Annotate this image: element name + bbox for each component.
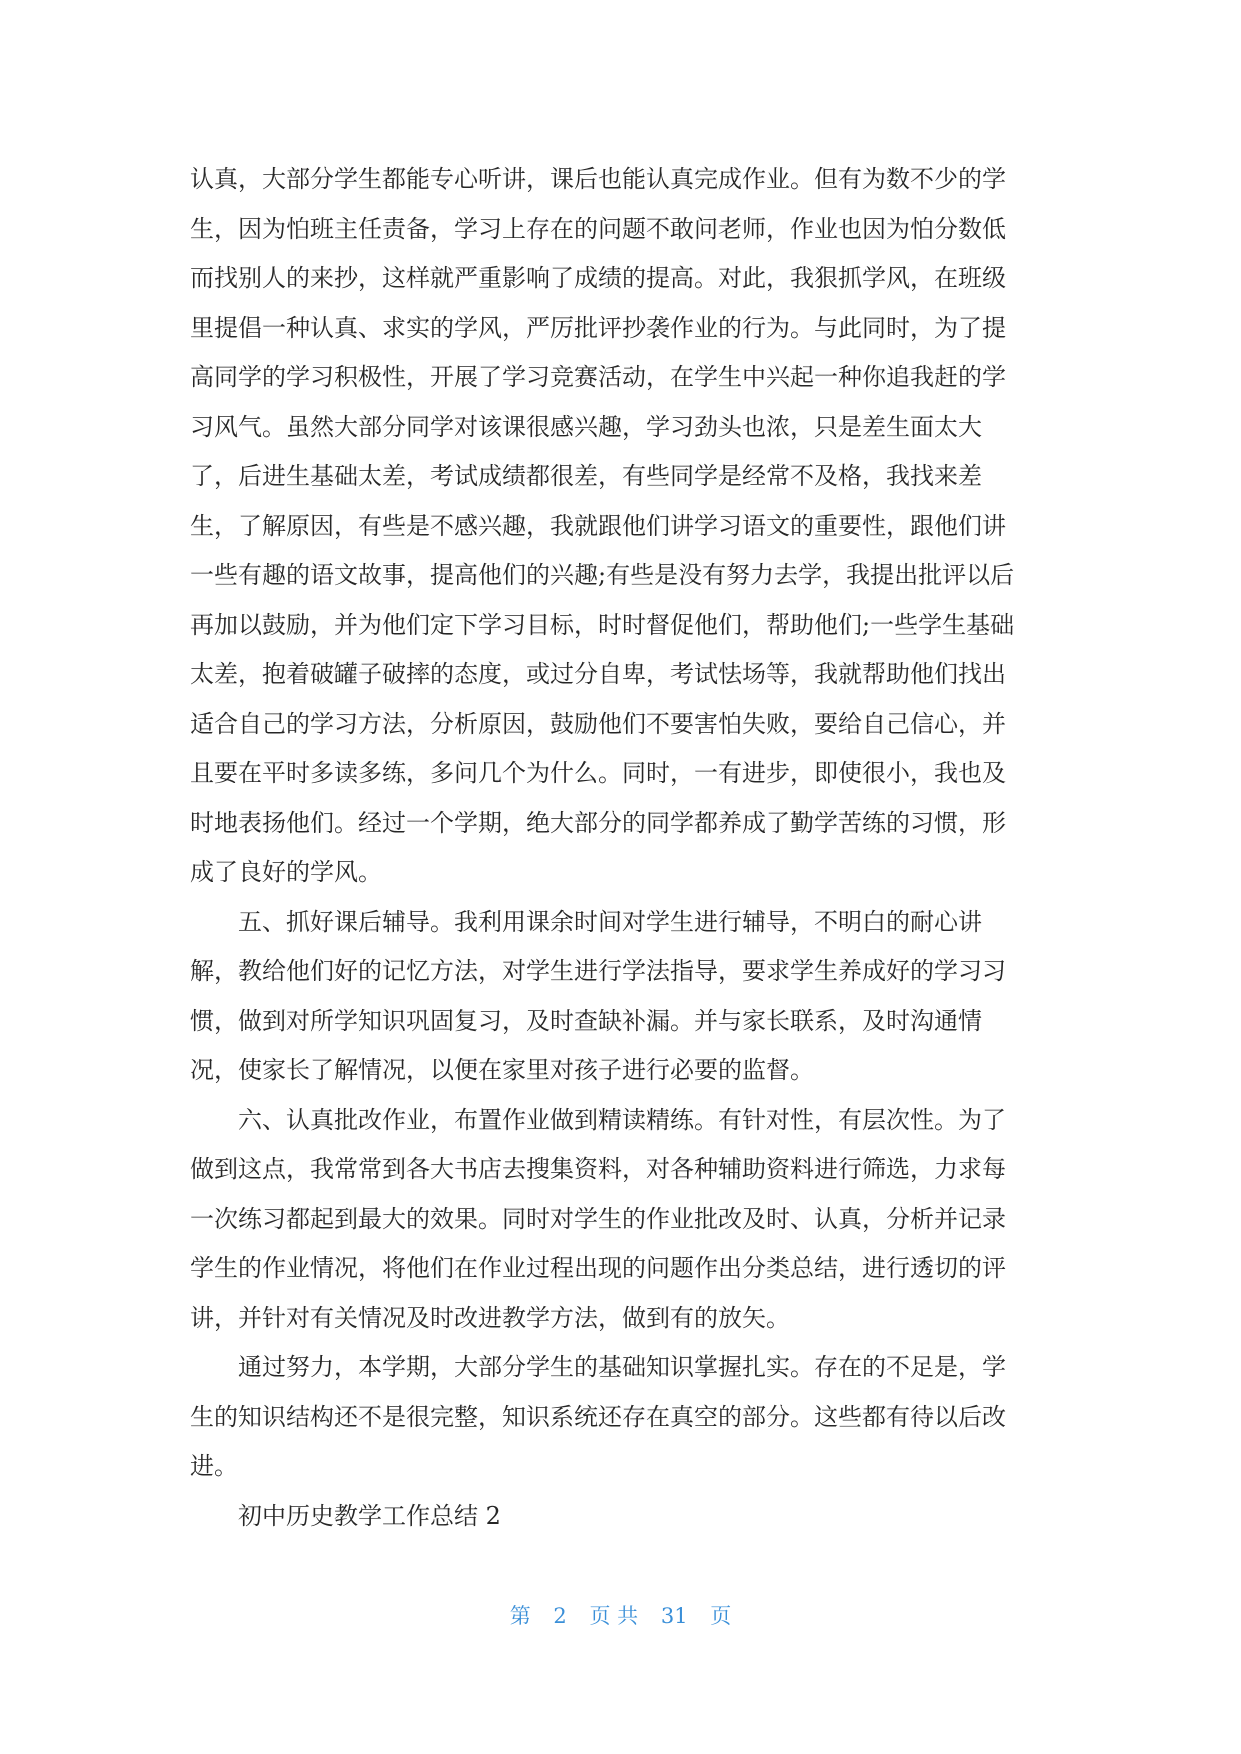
text-line: 生，因为怕班主任责备，学习上存在的问题不敢问老师，作业也因为怕分数低 bbox=[190, 214, 1006, 243]
text-line: 生的知识结构还不是很完整，知识系统还存在真空的部分。这些都有待以后改 bbox=[190, 1402, 1006, 1431]
text-line: 再加以鼓励，并为他们定下学习目标，时时督促他们，帮助他们;一些学生基础 bbox=[190, 610, 1015, 639]
text-line: 五、抓好课后辅导。我利用课余时间对学生进行辅导，不明白的耐心讲 bbox=[190, 907, 982, 936]
page-middle: 页 共 bbox=[589, 1604, 639, 1628]
text-line: 生，了解原因，有些是不感兴趣，我就跟他们讲学习语文的重要性，跟他们讲 bbox=[190, 511, 1006, 540]
document-body bbox=[190, 155, 1050, 1541]
text-line: 初中历史教学工作总结 2 bbox=[190, 1501, 501, 1530]
text-line: 高同学的学习积极性，开展了学习竞赛活动，在学生中兴起一种你追我赶的学 bbox=[190, 363, 1006, 391]
text-line: 太差，抱着破罐子破摔的态度，或过分自卑，考试怯场等，我就帮助他们找出 bbox=[190, 660, 1006, 688]
text-line: 进。 bbox=[190, 1452, 238, 1480]
text-line: 惯，做到对所学知识巩固复习，及时查缺补漏。并与家长联系，及时沟通情 bbox=[190, 1006, 982, 1035]
text-line: 况，使家长了解情况，以便在家里对孩子进行必要的监督。 bbox=[190, 1056, 814, 1084]
text-line: 而找别人的来抄，这样就严重影响了成绩的提高。对此，我狠抓学风，在班级 bbox=[190, 264, 1006, 292]
text-line: 一次练习都起到最大的效果。同时对学生的作业批改及时、认真，分析并记录 bbox=[190, 1204, 1006, 1233]
page-suffix: 页 bbox=[710, 1604, 732, 1628]
text-line: 适合自己的学习方法，分析原因，鼓励他们不要害怕失败，要给自己信心，并 bbox=[190, 709, 1006, 738]
text-line: 时地表扬他们。经过一个学期，绝大部分的同学都养成了勤学苦练的习惯，形 bbox=[190, 808, 1006, 837]
text-line: 习风气。虽然大部分同学对该课很感兴趣，学习劲头也浓，只是差生面太大 bbox=[190, 412, 982, 441]
text-line: 解，教给他们好的记忆方法，对学生进行学法指导，要求学生养成好的学习习 bbox=[190, 957, 1006, 985]
page-prefix: 第 bbox=[509, 1604, 531, 1628]
text-line: 一些有趣的语文故事，提高他们的兴趣;有些是没有努力去学，我提出批评以后 bbox=[190, 561, 1015, 589]
text-line: 里提倡一种认真、求实的学风，严厉批评抄袭作业的行为。与此同时，为了提 bbox=[190, 313, 1006, 342]
text-line: 成了良好的学风。 bbox=[190, 858, 382, 886]
text-line: 认真，大部分学生都能专心听讲，课后也能认真完成作业。但有为数不少的学 bbox=[190, 165, 1006, 193]
text-line: 讲，并针对有关情况及时改进教学方法，做到有的放矢。 bbox=[190, 1303, 790, 1332]
page-number: 2 bbox=[553, 1604, 567, 1628]
text-line: 通过努力，本学期，大部分学生的基础知识掌握扎实。存在的不足是，学 bbox=[190, 1353, 1006, 1381]
text-line: 学生的作业情况，将他们在作业过程出现的问题作出分类总结，进行透切的评 bbox=[190, 1254, 1006, 1282]
page-total: 31 bbox=[660, 1604, 688, 1628]
text-line: 六、认真批改作业，布置作业做到精读精练。有针对性，有层次性。为了 bbox=[190, 1105, 1006, 1134]
text-line: 且要在平时多读多练，多问几个为什么。同时，一有进步，即使很小，我也及 bbox=[190, 759, 1006, 787]
text-line: 做到这点，我常常到各大书店去搜集资料，对各种辅助资料进行筛选，力求每 bbox=[190, 1155, 1006, 1183]
text-line: 了，后进生基础太差，考试成绩都很差，有些同学是经常不及格，我找来差 bbox=[190, 462, 982, 490]
page-footer bbox=[0, 1600, 1241, 1630]
